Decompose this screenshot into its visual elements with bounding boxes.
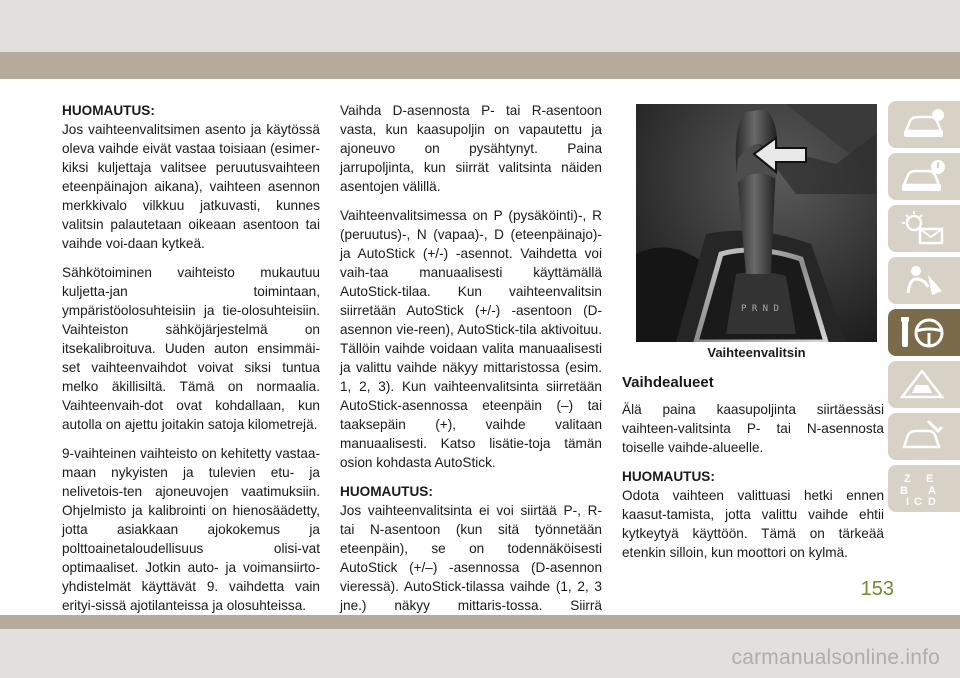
section-heading: Vaihdealueet <box>622 374 714 391</box>
paragraph: Vaihda D-asennosta P- tai R-asentoon vasta, kun kaasupoljin on vapautettu ja ajoneuvo on pysähtynyt. Paina jarrupoljinta, kun siirrät valitsinta näiden asentojen välillä. <box>340 103 602 194</box>
steering-wheel-icon <box>898 313 948 351</box>
page-number: 153 <box>860 578 894 600</box>
note-title: HUOMAUTUS: <box>340 484 433 499</box>
figure-caption: Vaihteenvalitsin <box>707 345 806 360</box>
safety-icon <box>898 261 948 299</box>
note-text: Jos vaihteenvalitsimen asento ja käytössä oleva vaihde eivät vastaa toisiaan (esimer-kiksi kuljettaja valitsee peruutusvaihteen eteenpäinajon aikana), vaihteen asennon merkkivalo vilkkuu jatkuvasti, kunnes valitsin palautetaan oikeaan asentoon tai vaihde voi-daan kytkeä. <box>62 122 320 251</box>
roadside-icon <box>898 365 948 403</box>
tab-starting-driving[interactable] <box>888 309 960 356</box>
svg-text:C: C <box>914 496 922 507</box>
note-text: Jos vaihteenvalitsinta ei voi siirtää P-, R- tai N-asentoon (kun sitä työnnetään eteenpäin), se on todennäköisesti AutoStick (+/–) -asennossa (D-asennon vieressä). AutoStick-tilassa vaihde (1, 2, 3 jne.) näkyy mittaris-tossa. Siirrä <box>340 503 602 613</box>
paragraph: Älä paina kaasupoljinta siirtäessäsi vaihteen-valitsinta P- tai N-asennosta toiselle vaihde-alueelle. <box>622 402 884 455</box>
svg-text:Z: Z <box>904 473 911 485</box>
chapter-tabs <box>888 101 960 517</box>
top-margin <box>0 0 960 52</box>
watermark: carmanualsonline.info <box>731 646 940 669</box>
header-bar <box>0 52 960 79</box>
gear-selector-photo <box>636 104 877 342</box>
service-icon <box>898 417 948 455</box>
paragraph: Sähkötoiminen vaihteisto mukautuu kuljetta-jan toimintaan, ympäristöolosuhteisiin ja tie-olosuhteisiin. Vaihteiston sähköjärjestelmä on itsekalibroituva. Uuden auton ensimmäi-set vaihteenvaihdot voivat siksi tuntua melko äkillisiltä. Tämä on normaalia. Vaihteenvaih-dot ovat kohdallaan, kun autolla on ajettu joitakin satoja kilometrejä. <box>62 265 320 432</box>
tab-car-alert[interactable] <box>888 153 960 200</box>
svg-text:B: B <box>900 485 908 497</box>
tab-service[interactable] <box>888 413 960 460</box>
column-middle <box>340 101 602 663</box>
column-right <box>622 373 884 572</box>
svg-text:E: E <box>926 473 934 485</box>
svg-text:D: D <box>928 496 936 507</box>
note-title: HUOMAUTUS: <box>622 469 715 484</box>
warning-lights-icon <box>898 209 948 247</box>
footer-bar <box>0 615 960 629</box>
gear-selector-illustration <box>636 104 877 342</box>
note-title: HUOMAUTUS: <box>62 103 155 118</box>
column-left <box>62 101 320 625</box>
paragraph: Vaihteenvalitsimessa on P (pysäköinti)-, R (peruutus)-, N (vapaa)-, D (eteenpäinajo)- ja AutoStick (+/-) -asennot. Vaihdetta voi vaih-taa manuaalisesti käyttämällä AutoStick-tilaa. Kun vaihteenvalitsin siirretään AutoStick (+/-) -asentoon (D-asennon vie-reen), AutoStick-tila aktivoituu. Tällöin vaihde voidaan valita manuaalisesti ja valittu vaihde näkyy mittaristossa (esim. 1, 2, 3). Kun vaihteenvalitsinta siirretään AutoStick-asennossa eteenpäin (–) tai taaksepäin (+), vaihde valitaan manuaalisesti. Katso lisätie-toja tämän osion kohdasta AutoStick. <box>340 208 602 470</box>
tab-warning-lights[interactable] <box>888 205 960 252</box>
note-text: Odota vaihteen valittuasi hetki ennen kaasut-tamista, jotta valittu vaihde ehtii kytkeytyä käyttöön. Tämä on tärkeää etenkin silloin, kun moottori on kylmä. <box>622 488 884 560</box>
tab-roadside[interactable] <box>888 361 960 408</box>
car-info-icon <box>898 105 948 143</box>
svg-text:P R N D: P R N D <box>741 304 779 314</box>
index-icon <box>898 469 948 507</box>
tab-safety[interactable] <box>888 257 960 304</box>
tab-index[interactable] <box>888 465 960 512</box>
tab-car-info[interactable] <box>888 101 960 148</box>
svg-text:I: I <box>906 496 910 507</box>
svg-text:A: A <box>928 485 936 497</box>
paragraph: 9-vaihteinen vaihteisto on kehitetty vastaa-maan nykyisten ja tulevien etu- ja nelivetois-ten ajoneuvojen vaatimuksiin. Ohjelmisto ja kalibrointi on hienosäädetty, jotta asiakkaan ajokokemus ja polttoainetaloudellisuus olisi-vat optimaaliset. Jotkin auto- ja voimansiirto-yhdistelmät käyttävät 9. vaihdetta vain erityi-sissä ajotilanteissa ja olosuhteissa. <box>62 446 320 613</box>
car-alert-icon <box>898 157 948 195</box>
